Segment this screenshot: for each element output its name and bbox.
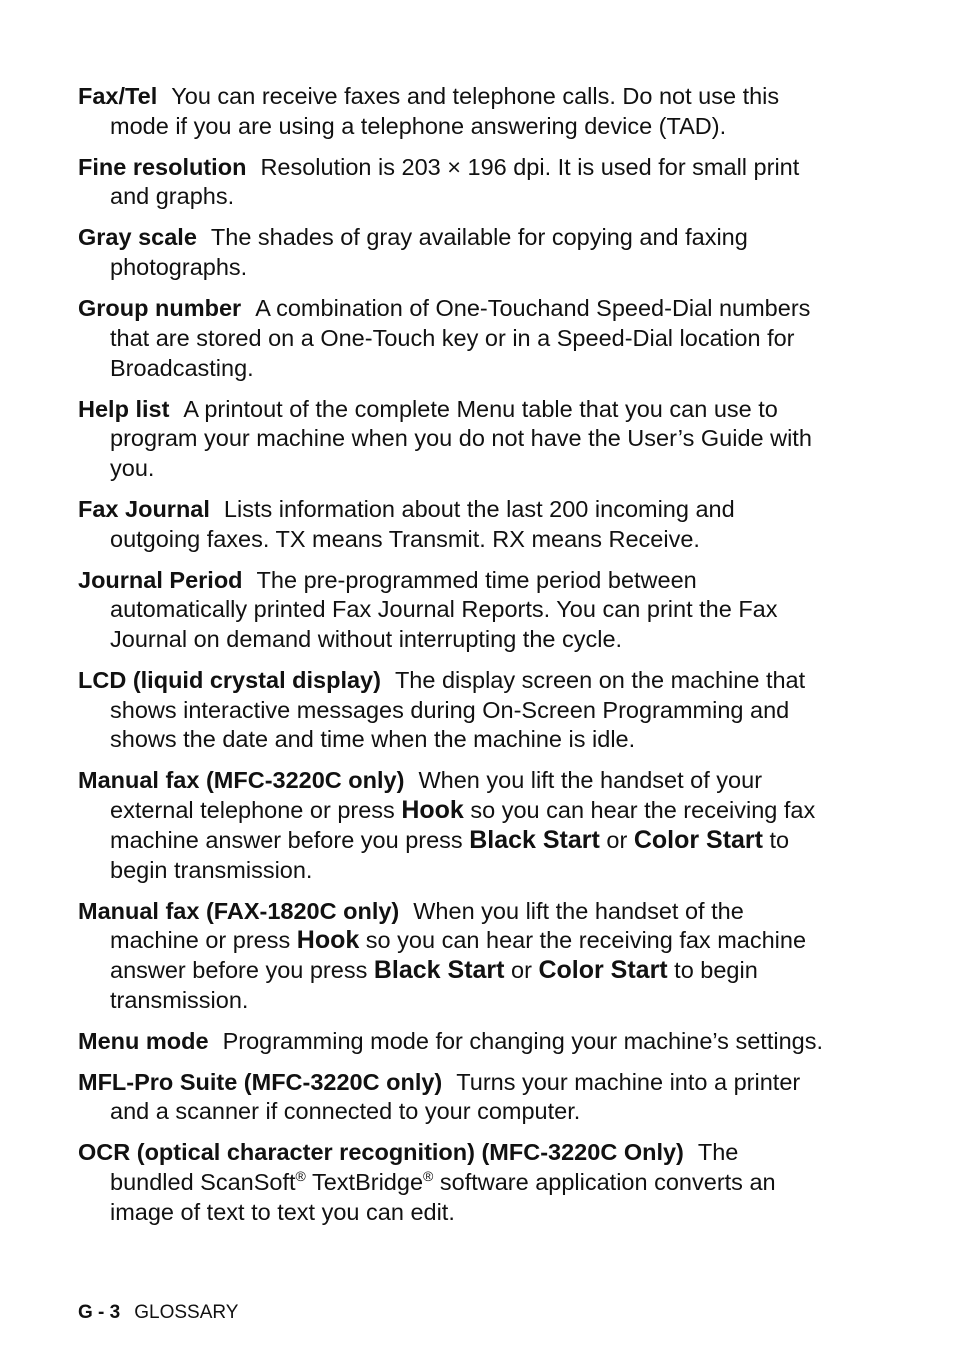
glossary-list: [78, 82, 823, 1239]
glossary-term: MFL-Pro Suite (MFC-3220C only): [78, 1068, 443, 1095]
glossary-definition: Programming mode for changing your machine’s settings.: [222, 1027, 823, 1054]
glossary-entry-mfl-pro-suite: [78, 1068, 823, 1127]
glossary-entry-help-list: [78, 395, 823, 484]
color-start-key-label: Color Start: [633, 825, 763, 854]
glossary-term: OCR (optical character recognition) (MFC-3220C Only): [78, 1139, 684, 1166]
glossary-definition: or: [599, 826, 634, 853]
color-start-key-label: Color Start: [538, 955, 668, 984]
glossary-entry-fine-resolution: [78, 153, 823, 212]
glossary-definition: or: [504, 956, 539, 983]
glossary-definition: The shades of gray available for copying and faxing photographs.: [110, 224, 748, 281]
glossary-definition: software application converts an image of text to text you can edit.: [110, 1169, 776, 1225]
glossary-entry-manual-fax-mfc: [78, 766, 823, 885]
glossary-definition: to begin transmission.: [110, 956, 758, 1013]
page-number: G - 3: [78, 1302, 121, 1323]
glossary-definition: TextBridge: [305, 1169, 424, 1196]
glossary-definition: Turns your machine into a printer and a scanner if connected to your computer.: [110, 1068, 801, 1125]
glossary-term: Journal Period: [78, 566, 243, 593]
glossary-definition: The pre-programmed time period between automatically printed Fax Journal Reports. You can print the Fax Journal on demand without interrupting the cycle.: [110, 566, 778, 653]
glossary-entry-group-number: [78, 294, 823, 383]
hook-key-label: Hook: [401, 796, 464, 825]
black-start-key-label: Black Start: [469, 825, 600, 854]
glossary-entry-fax-journal: [78, 495, 823, 554]
glossary-term: Fax Journal: [78, 495, 210, 522]
glossary-definition: The display screen on the machine that shows interactive messages during On-Screen Programming and shows the date and time when the machine is idle.: [110, 667, 806, 753]
glossary-definition: When you lift the handset of your external telephone or press: [110, 767, 763, 824]
glossary-term: Manual fax (MFC-3220C only): [78, 767, 405, 794]
glossary-entry-gray-scale: [78, 223, 823, 282]
glossary-entry-lcd: [78, 666, 823, 755]
glossary-entry-journal-period: [78, 566, 823, 655]
glossary-term: LCD (liquid crystal display): [78, 667, 381, 694]
glossary-entry-menu-mode: [78, 1027, 823, 1057]
glossary-entry-ocr: [78, 1138, 823, 1227]
glossary-term: Gray scale: [78, 224, 197, 251]
glossary-term: Help list: [78, 395, 170, 422]
glossary-definition: The bundled ScanSoft: [110, 1139, 739, 1196]
registered-mark: ®: [423, 1168, 434, 1185]
glossary-definition: to begin transmission.: [110, 826, 790, 883]
glossary-definition: so you can hear the receiving fax machine answer before you press: [110, 927, 807, 983]
glossary-definition: When you lift the handset of the machine or press: [110, 897, 744, 954]
glossary-entry-manual-fax-fax: [78, 897, 823, 1016]
glossary-definition: A printout of the complete Menu table that you can use to program your machine when you do not have the User’s Guide with you.: [110, 395, 812, 481]
glossary-definition: You can receive faxes and telephone calls. Do not use this mode if you are using a telephone answering device (TAD).: [110, 83, 780, 139]
registered-mark: ®: [295, 1168, 306, 1185]
glossary-entry-fax-tel: [78, 82, 823, 141]
glossary-definition: so you can hear the receiving fax machine answer before you press: [110, 797, 816, 853]
glossary-definition: A combination of One-Touchand Speed-Dial numbers that are stored on a One-Touch key or in a Speed-Dial location for Broadcasting.: [110, 295, 811, 381]
glossary-definition: Resolution is 203 × 196 dpi. It is used for small print and graphs.: [110, 153, 800, 210]
glossary-term: Menu mode: [78, 1027, 209, 1054]
glossary-definition: Lists information about the last 200 incoming and outgoing faxes. TX means Transmit. RX means Receive.: [110, 495, 735, 552]
glossary-term: Group number: [78, 295, 242, 322]
section-name: GLOSSARY: [134, 1302, 239, 1323]
glossary-term: Fine resolution: [78, 153, 247, 180]
hook-key-label: Hook: [296, 926, 360, 955]
glossary-term: Manual fax (FAX-1820C only): [78, 897, 400, 924]
glossary-term: Fax/Tel: [78, 83, 158, 109]
black-start-key-label: Black Start: [373, 955, 505, 984]
page-footer: [78, 1301, 238, 1325]
